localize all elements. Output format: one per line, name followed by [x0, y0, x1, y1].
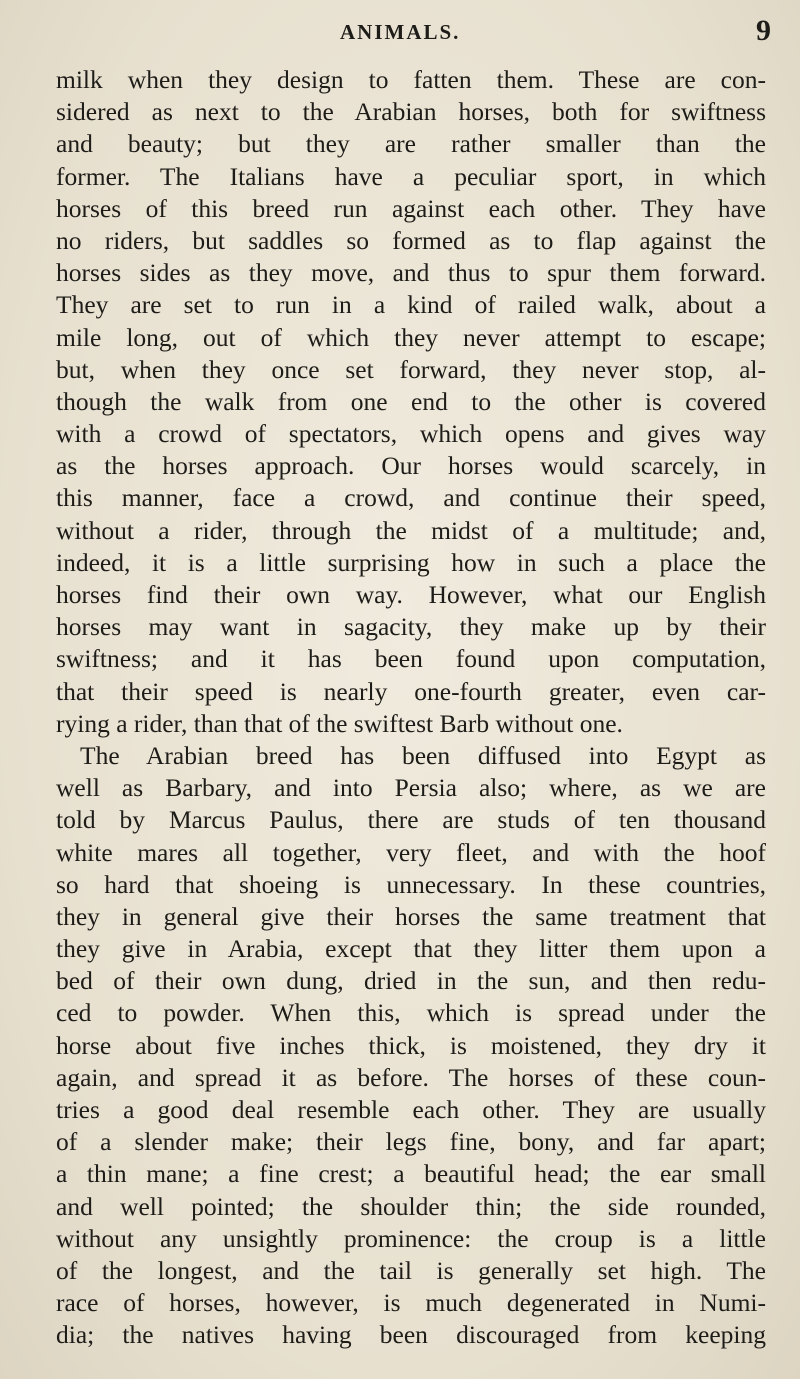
text-line: bed of their own dung, dried in the sun, and then redu-	[56, 966, 766, 996]
text-line: horses may want in sagacity, they make up by their	[56, 612, 766, 642]
text-line: dia; the natives having been discouraged from keeping	[56, 1320, 766, 1350]
body-text	[56, 64, 766, 1352]
running-title: ANIMALS.	[340, 20, 461, 44]
text-line: well as Barbary, and into Persia also; where, as we are	[56, 773, 766, 803]
text-line: with a crowd of spectators, which opens and gives way	[56, 419, 766, 449]
text-line: horse about five inches thick, is moistened, they dry it	[56, 1030, 766, 1060]
text-line: tries a good deal resemble each other. They are usually	[56, 1095, 766, 1124]
text-line: of the longest, and the tail is generally set high. The	[56, 1255, 766, 1285]
text-line: and beauty; but they are rather smaller than the	[56, 129, 766, 159]
text-line: so hard that shoeing is unnecessary. In these countries,	[56, 869, 766, 899]
text-line: told by Marcus Paulus, there are studs of ten thousand	[56, 805, 766, 835]
text-line: white mares all together, very fleet, and with the hoof	[56, 837, 766, 867]
text-line: as the horses approach. Our horses would scarcely, in	[56, 451, 766, 481]
text-line: and well pointed; the shoulder thin; the side rounded,	[56, 1191, 766, 1221]
page-number: 9	[756, 14, 771, 47]
text-line: without any unsightly prominence: the croup is a little	[56, 1223, 766, 1253]
text-line: horses of this breed run against each other. They have	[56, 193, 766, 223]
text-line: The Arabian breed has been diffused into Egypt as	[80, 740, 766, 770]
text-line: they in general give their horses the same treatment that	[56, 901, 766, 931]
text-line: indeed, it is a little surprising how in such a place the	[56, 547, 766, 577]
text-line: no riders, but saddles so formed as to flap against the	[56, 225, 766, 255]
text-line: that their speed is nearly one-fourth greater, even car-	[56, 676, 766, 706]
text-line: sidered as next to the Arabian horses, both for swiftness	[56, 97, 766, 127]
text-line: ced to powder. When this, which is spread under the	[56, 998, 766, 1028]
text-line: race of horses, however, is much degenerated in Numi-	[56, 1288, 766, 1318]
text-line: horses sides as they move, and thus to spur them forward.	[56, 258, 766, 288]
text-line: swiftness; and it has been found upon computation,	[56, 644, 766, 674]
running-head	[0, 14, 800, 54]
text-line: of a slender make; their legs fine, bony, and far apart;	[56, 1127, 766, 1157]
text-line: but, when they once set forward, they never stop, al-	[56, 354, 766, 384]
text-line: again, and spread it as before. The horses of these coun-	[56, 1062, 766, 1092]
text-line: without a rider, through the midst of a multitude; and,	[56, 515, 766, 545]
text-line: horses find their own way. However, what our English	[56, 580, 766, 609]
text-line: mile long, out of which they never attempt to escape;	[56, 322, 766, 352]
text-line: They are set to run in a kind of railed walk, about a	[56, 290, 766, 320]
text-line: milk when they design to fatten them. These are con-	[56, 65, 766, 94]
text-line: rying a rider, than that of the swiftest Barb without one.	[56, 708, 623, 738]
text-line: a thin mane; a fine crest; a beautiful head; the ear small	[56, 1159, 766, 1189]
text-line: this manner, face a crowd, and continue their speed,	[56, 483, 766, 513]
text-line: they give in Arabia, except that they litter them upon a	[56, 934, 766, 964]
text-line: though the walk from one end to the other is covered	[56, 386, 766, 416]
text-line: former. The Italians have a peculiar sport, in which	[56, 161, 766, 191]
